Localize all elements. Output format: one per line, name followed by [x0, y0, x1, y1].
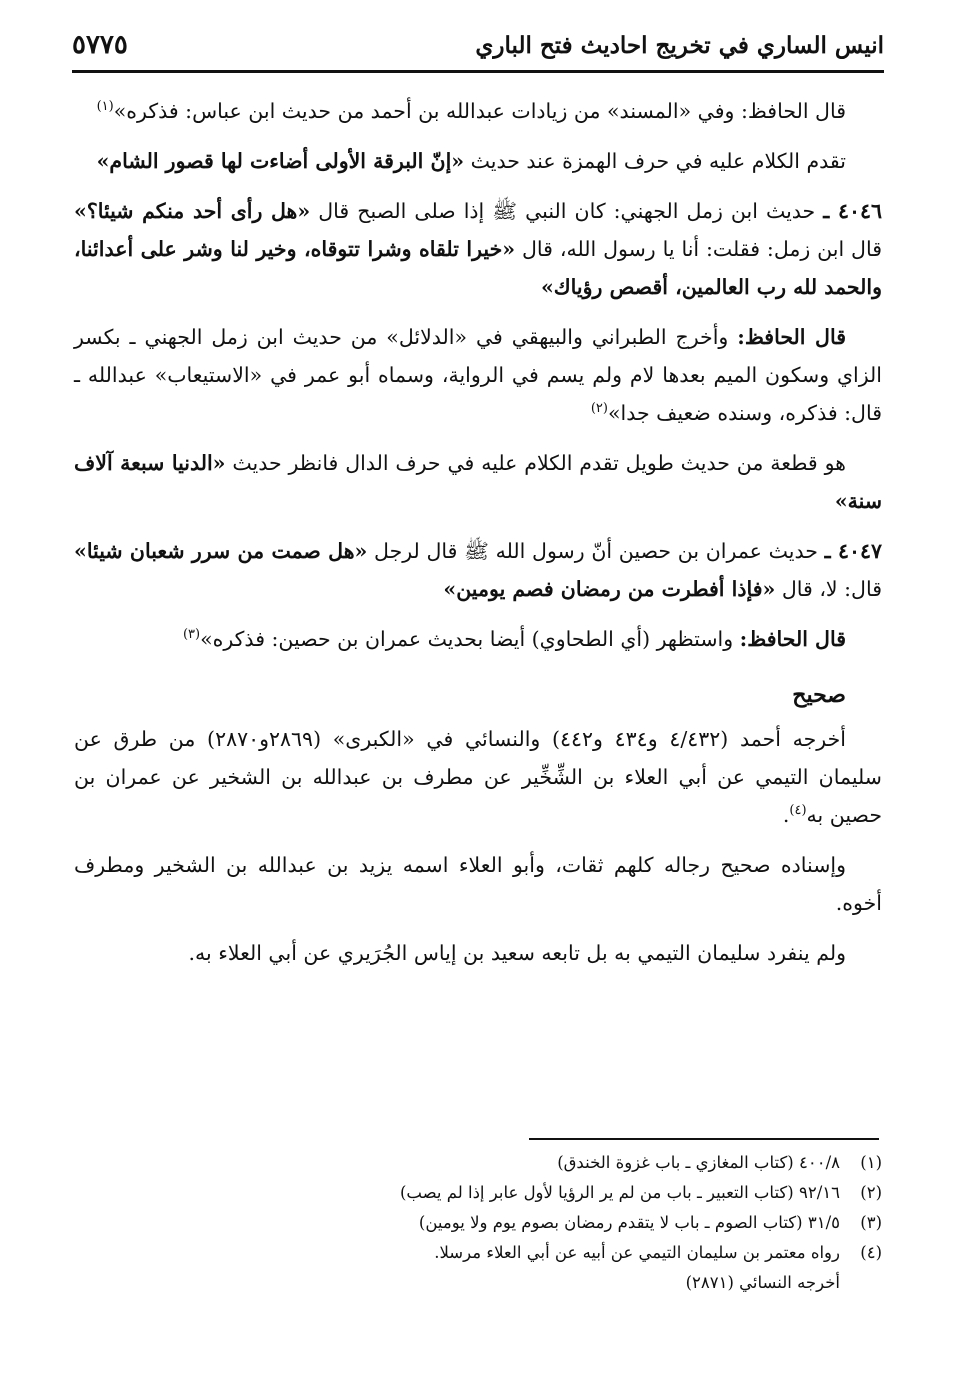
- footnote-2: [74, 1178, 882, 1208]
- hadith-quote: «فإذا أفطرت من رمضان فصم يومين»: [443, 577, 776, 601]
- footnote-ref-3: (٣): [182, 627, 201, 643]
- paragraph-hafiz-ibn-abbas: [74, 92, 882, 130]
- footnote-ref-1: (١): [96, 99, 114, 115]
- header-rule: [72, 70, 884, 73]
- running-header: [72, 22, 884, 68]
- footnote-text: رواه معتمر بن سليمان التيمي عن أبيه عن أبي العلاء مرسلا.: [434, 1243, 840, 1262]
- hafiz-label: قال الحافظ:: [739, 627, 846, 651]
- paragraph-text: واستظهر (أي الطحاوي) أيضا بحديث عمران بن حصين: فذكره»: [200, 627, 734, 651]
- footnote-text: ٣١/٥ (كتاب الصوم ـ باب لا يتقدم رمضان بصوم يوم ولا يومين): [418, 1213, 840, 1232]
- footnote-4-continuation: أخرجه النسائي (٢٨٧١): [685, 1273, 840, 1292]
- hadith-4046: [74, 192, 882, 306]
- paragraph-text: وأخرج الطبراني والبيهقي في «الدلائل» من حديث ابن زمل الجهني ـ بكسر الزاي وسكون الميم بعدها لام ولم يسم في الرواية، وسماه أبو عمر في «الاستيعاب» عبدالله ـ قال: فذكره، وسنده ضعيف جدا»: [74, 325, 882, 425]
- hafiz-label: قال الحافظ:: [737, 325, 846, 349]
- footnote-ref-2: (٢): [590, 401, 608, 417]
- paragraph-mutaba: ولم ينفرد سليمان التيمي به بل تابعه سعيد بن إياس الجُرَيري عن أبي العلاء به.: [188, 941, 846, 965]
- paragraph-text: هو قطعة من حديث طويل تقدم الكلام عليه في حرف الدال فانظر حديث: [232, 451, 846, 475]
- footnotes: [74, 1148, 882, 1298]
- hadith-quote: «إنّ البرقة الأولى أضاءت لها قصور الشام»: [96, 149, 465, 173]
- footnote-3: [74, 1208, 882, 1238]
- hadith-text: حديث عمران بن حصين أنّ رسول الله ﷺ قال لرجل: [374, 539, 818, 563]
- hadith-number: ٤٠٤٦ ـ: [823, 199, 882, 223]
- footnote-text: ٩٢/١٦ (كتاب التعبير ـ باب من لم ير الرؤيا لأول عابر إذا لم يصب): [399, 1183, 840, 1202]
- paragraph-cross-reference-barqa: [74, 142, 882, 180]
- running-title: انيس الساري في تخريج احاديث فتح الباري: [475, 31, 884, 59]
- hadith-text: قال ابن زمل: فقلت: أنا يا رسول الله، قال: [522, 237, 882, 261]
- footnote-ref-4: (٤): [789, 803, 807, 819]
- paragraph-cross-reference-dunya: [74, 444, 882, 520]
- paragraph-isnad: وإسناده صحيح رجاله كلهم ثقات، وأبو العلاء اسمه يزيد بن عبدالله بن الشخير ومطرف أخوه.: [74, 853, 882, 915]
- main-text: [74, 92, 882, 984]
- grading-heading: صحيح: [792, 682, 846, 708]
- hadith-quote: «الدنيا سبعة آلاف سنة»: [74, 451, 882, 513]
- hadith-number: ٤٠٤٧ ـ: [824, 539, 882, 563]
- hadith-4047: [74, 532, 882, 608]
- paragraph-hafiz-tabarani: [74, 318, 882, 432]
- hadith-quote: «هل صمت من سرر شعبان شيئا»: [74, 539, 368, 563]
- page-number: ٥٧٧٥: [72, 30, 128, 60]
- footnote-4: [74, 1238, 882, 1268]
- hadith-text: حديث ابن زمل الجهني: كان النبي ﷺ إذا صلى الصبح قال: [318, 199, 816, 223]
- paragraph-text: أخرجه أحمد (٤/٤٣٢ و٤٣٤ و٤٤٢) والنسائي في «الكبرى» (٢٨٦٩و٢٨٧٠) من طرق عن سليمان التيمي عن أبي العلاء بن الشِّخِّير عن مطرف بن عبدالله بن الشخير عن عمران بن حصين به: [74, 727, 882, 827]
- footnote-number: (٢): [860, 1183, 882, 1202]
- hadith-quote: «هل رأى أحد منكم شيئا؟»: [74, 199, 311, 223]
- footnote-text: ٤٠٠/٨ (كتاب المغازي ـ باب غزوة الخندق): [557, 1153, 840, 1172]
- hadith-quote: «خيرا تلقاه وشرا تتوقاه، وخير لنا وشر على أعدائنا، والحمد لله رب العالمين، أقصص رؤياك»: [74, 237, 882, 299]
- paragraph-text: قال الحافظ: وفي «المسند» من زيادات عبدالله بن أحمد من حديث ابن عباس: فذكره»: [113, 99, 846, 123]
- footnote-rule: [529, 1138, 879, 1140]
- paragraph-text: تقدم الكلام عليه في حرف الهمزة عند حديث: [470, 149, 846, 173]
- footnote-number: (٤): [860, 1243, 882, 1262]
- hadith-text: قال: لا، قال: [781, 577, 882, 601]
- footnote-number: (١): [860, 1153, 882, 1172]
- paragraph-hafiz-tahawi: [74, 620, 882, 658]
- footnote-number: (٣): [860, 1213, 882, 1232]
- paragraph-takhrij: أخرجه أحمد (٤/٤٣٢ و٤٣٤ و٤٤٢) والنسائي في «الكبرى» (٢٨٦٩و٢٨٧٠) من طرق عن سليمان التيمي عن أبي العلاء بن الشِّخِّير عن مطرف بن عبدالله بن الشخير عن عمران بن حصين به$^{(٤)}$.: [74, 727, 882, 827]
- footnote-1: [74, 1148, 882, 1178]
